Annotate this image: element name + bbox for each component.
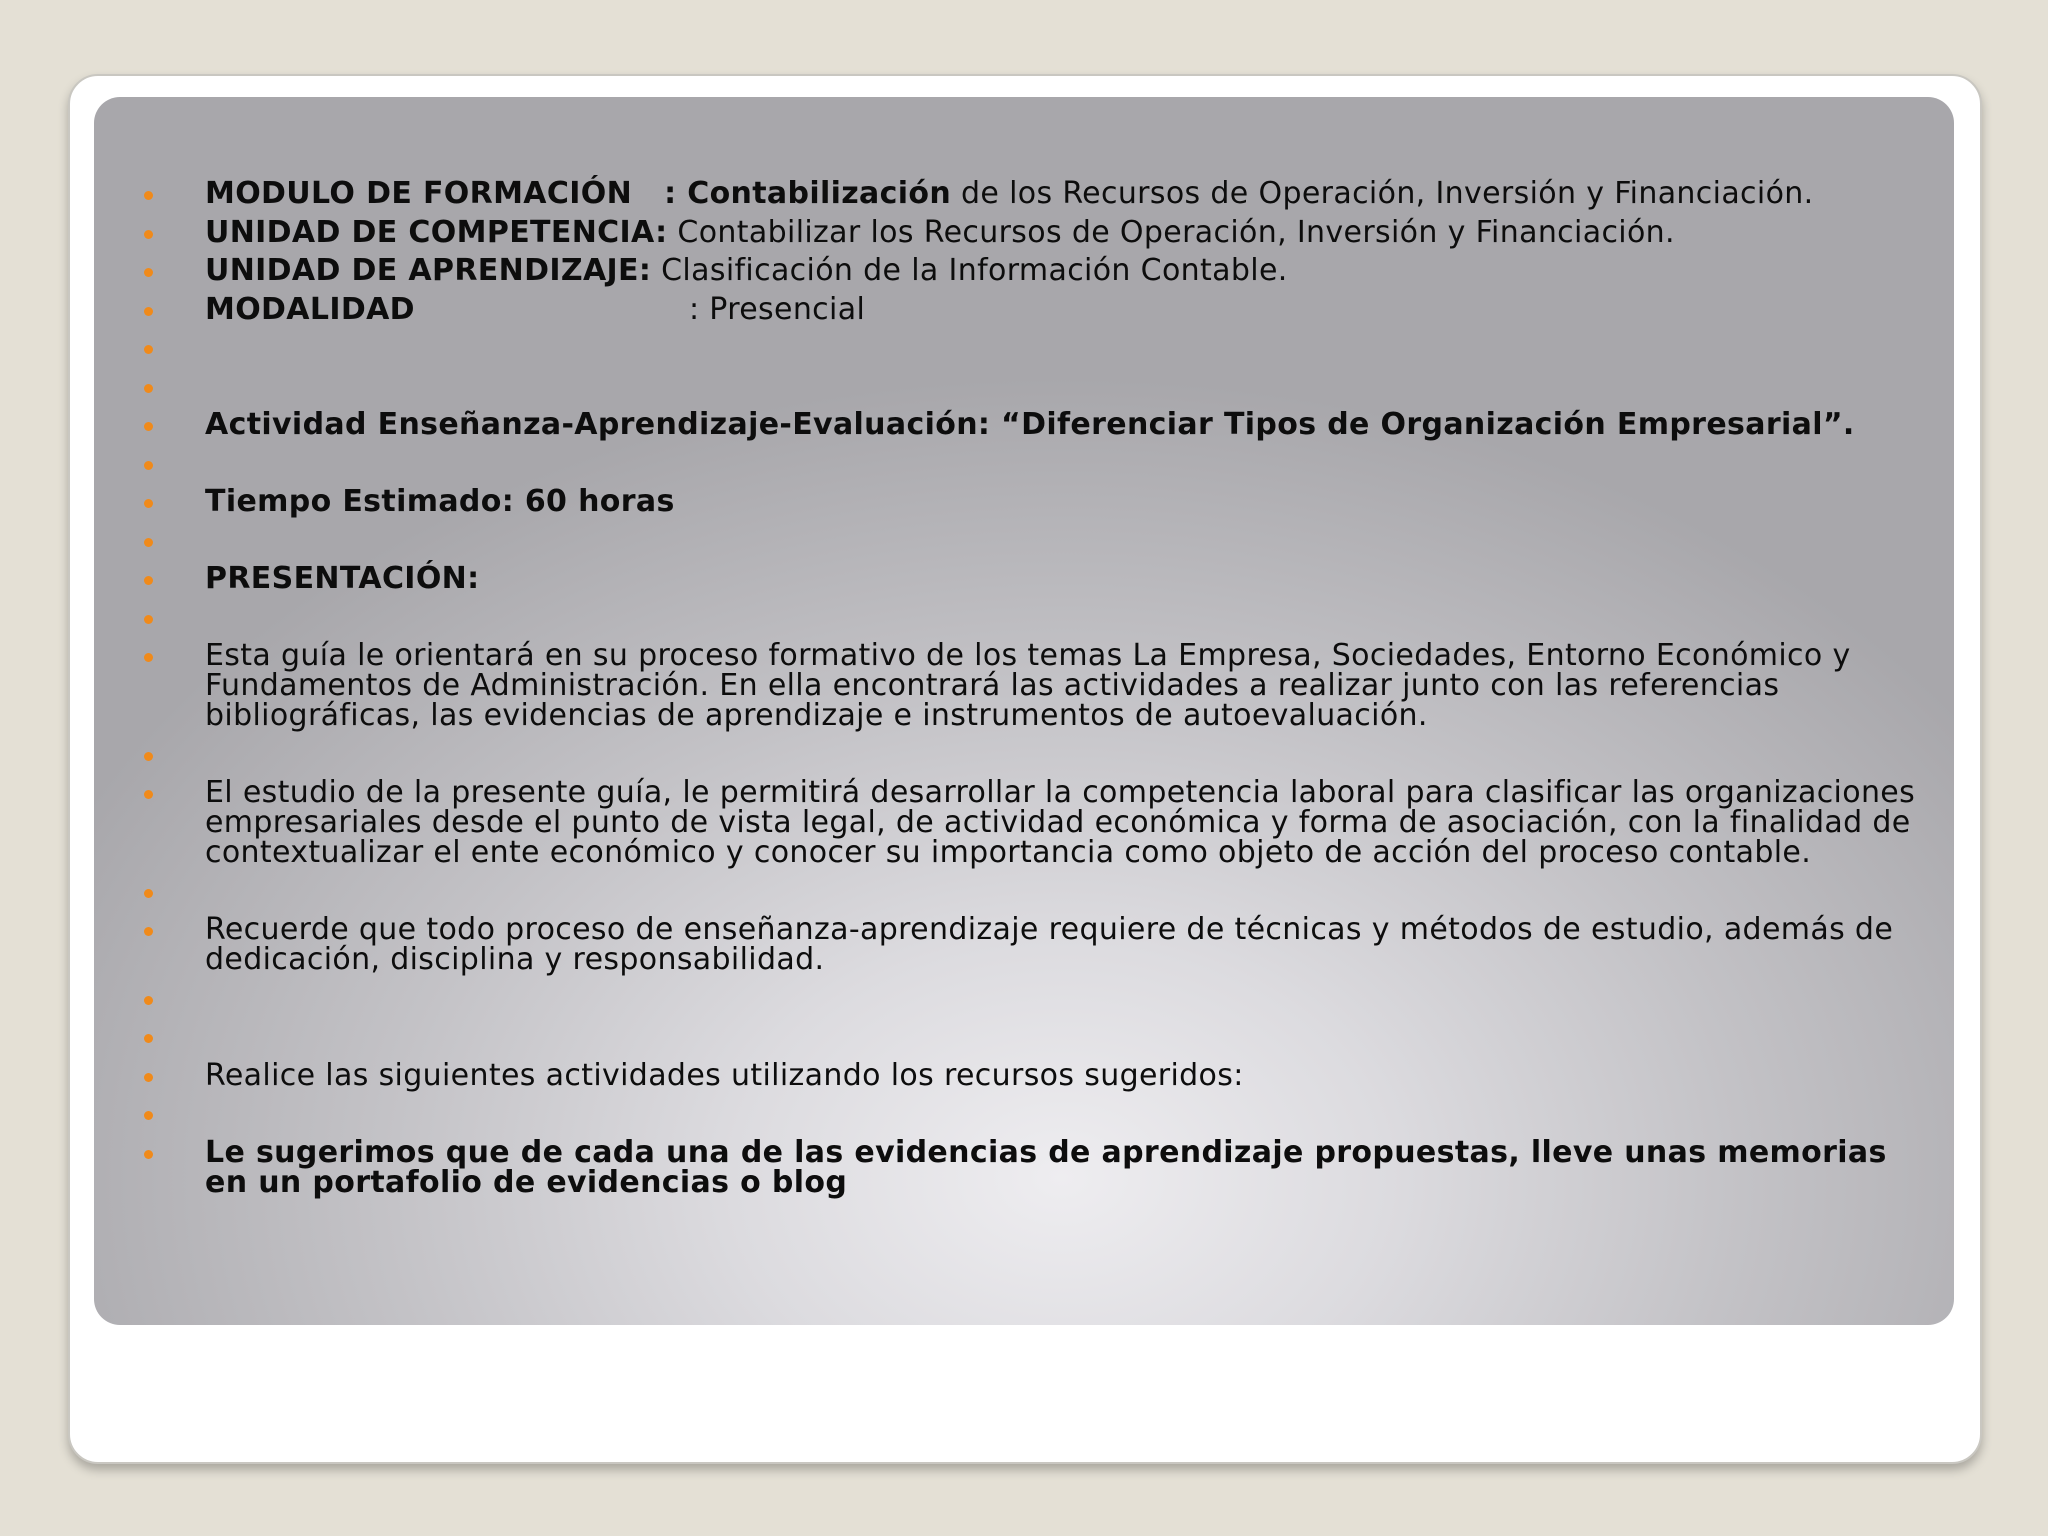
bullet-dot [144,576,153,585]
sugerimos-paragraph: Le sugerimos que de cada una de las evidencias de aprendizaje propuestas, lleve unas memorias en un portafolio de evidencias o blog [205,1134,1887,1200]
bullet-dot [144,499,153,508]
bullet-dot [144,461,153,470]
list-item-recuerde [94,912,1954,977]
list-item-empty [94,877,1954,916]
bullet-dot [144,653,153,662]
bullet-dot [144,615,153,624]
bullet-dot [144,422,153,431]
competencia-value: Contabilizar los Recursos de Operación, Inversión y Financiación. [667,214,1675,250]
competencia-label: UNIDAD DE COMPETENCIA: [205,214,668,250]
list-item-competencia [94,214,1954,257]
actividad-text: Actividad Enseñanza-Aprendizaje-Evaluación: “Diferenciar Tipos de Organización Empresarial”. [205,407,1855,442]
list-item-sugerimos [94,1134,1954,1200]
modalidad-label: MODALIDAD [205,291,415,327]
list-item-modalidad [94,291,1954,334]
bullet-dot [144,1111,153,1120]
list-item-empty [94,740,1954,779]
bullet-dot [144,345,153,354]
bullet-dot [144,191,153,200]
list-item-presentacion [94,561,1954,603]
bullet-dot [144,1034,153,1043]
bullet-dot [144,889,153,898]
list-item-empty [94,984,1954,1023]
list-item-empty [94,449,1954,488]
list-item-guia [94,638,1954,733]
modalidad-value: : Presencial [688,291,866,327]
list-item-empty [94,1022,1954,1061]
aprendizaje-label: UNIDAD DE APRENDIZAJE: [205,253,652,288]
content-panel [94,97,1954,1325]
bullet-dot [144,230,153,239]
estudio-paragraph: El estudio de la presente guía, le permitirá desarrollar la competencia laboral para clasificar las organizaciones empresariales desde el punto de vista legal, de actividad económica y forma de asociación, con la finalidad de contextualizar el ente económico y conocer su importancia como objeto de acción del proceso contable. [205,775,1916,870]
guia-paragraph: Esta guía le orientará en su proceso formativo de los temas La Empresa, Sociedades, Entorno Económico y Fundamentos de Administración. En ella encontrará las actividades a realizar junto con las referencias bibliográficas, las evidencias de aprendizaje e instrumentos de autoevaluación. [205,638,1851,733]
bullet-dot [144,538,153,547]
presentacion-heading: PRESENTACIÓN: [205,561,480,596]
bullet-dot [144,927,153,936]
bullet-dot [144,752,153,761]
aprendizaje-value: Clasificación de la Información Contable. [651,253,1288,288]
list-item-estudio [94,775,1954,870]
bullet-dot [144,1073,153,1082]
list-item-empty [94,603,1954,642]
tiempo-text: Tiempo Estimado: 60 horas [205,484,675,519]
bullet-dot [144,384,153,393]
list-item-modulo [94,176,1954,218]
list-item-tiempo [94,484,1954,526]
bullet-list [94,176,1954,1206]
list-item-empty [94,526,1954,565]
list-item-actividad [94,407,1954,449]
realice-text: Realice las siguientes actividades utilizando los recursos sugeridos: [205,1057,1244,1093]
list-item-empty [94,1099,1954,1138]
modulo-label: MODULO DE FORMACIÓN [205,176,633,211]
bullet-dot [144,307,153,316]
modulo-value-bold: : Contabilización [664,176,952,211]
bullet-dot [144,790,153,799]
bullet-dot [144,268,153,277]
list-item-aprendizaje [94,253,1954,295]
bullet-dot [144,1150,153,1159]
bullet-dot [144,996,153,1005]
list-item-realice [94,1057,1954,1100]
recuerde-paragraph: Recuerde que todo proceso de enseñanza-aprendizaje requiere de técnicas y métodos de estudio, además de dedicación, disciplina y responsabilidad. [205,912,1894,977]
modulo-value: de los Recursos de Operación, Inversión y Financiación. [951,176,1814,211]
list-item-empty [94,333,1954,372]
list-item-empty [94,372,1954,411]
